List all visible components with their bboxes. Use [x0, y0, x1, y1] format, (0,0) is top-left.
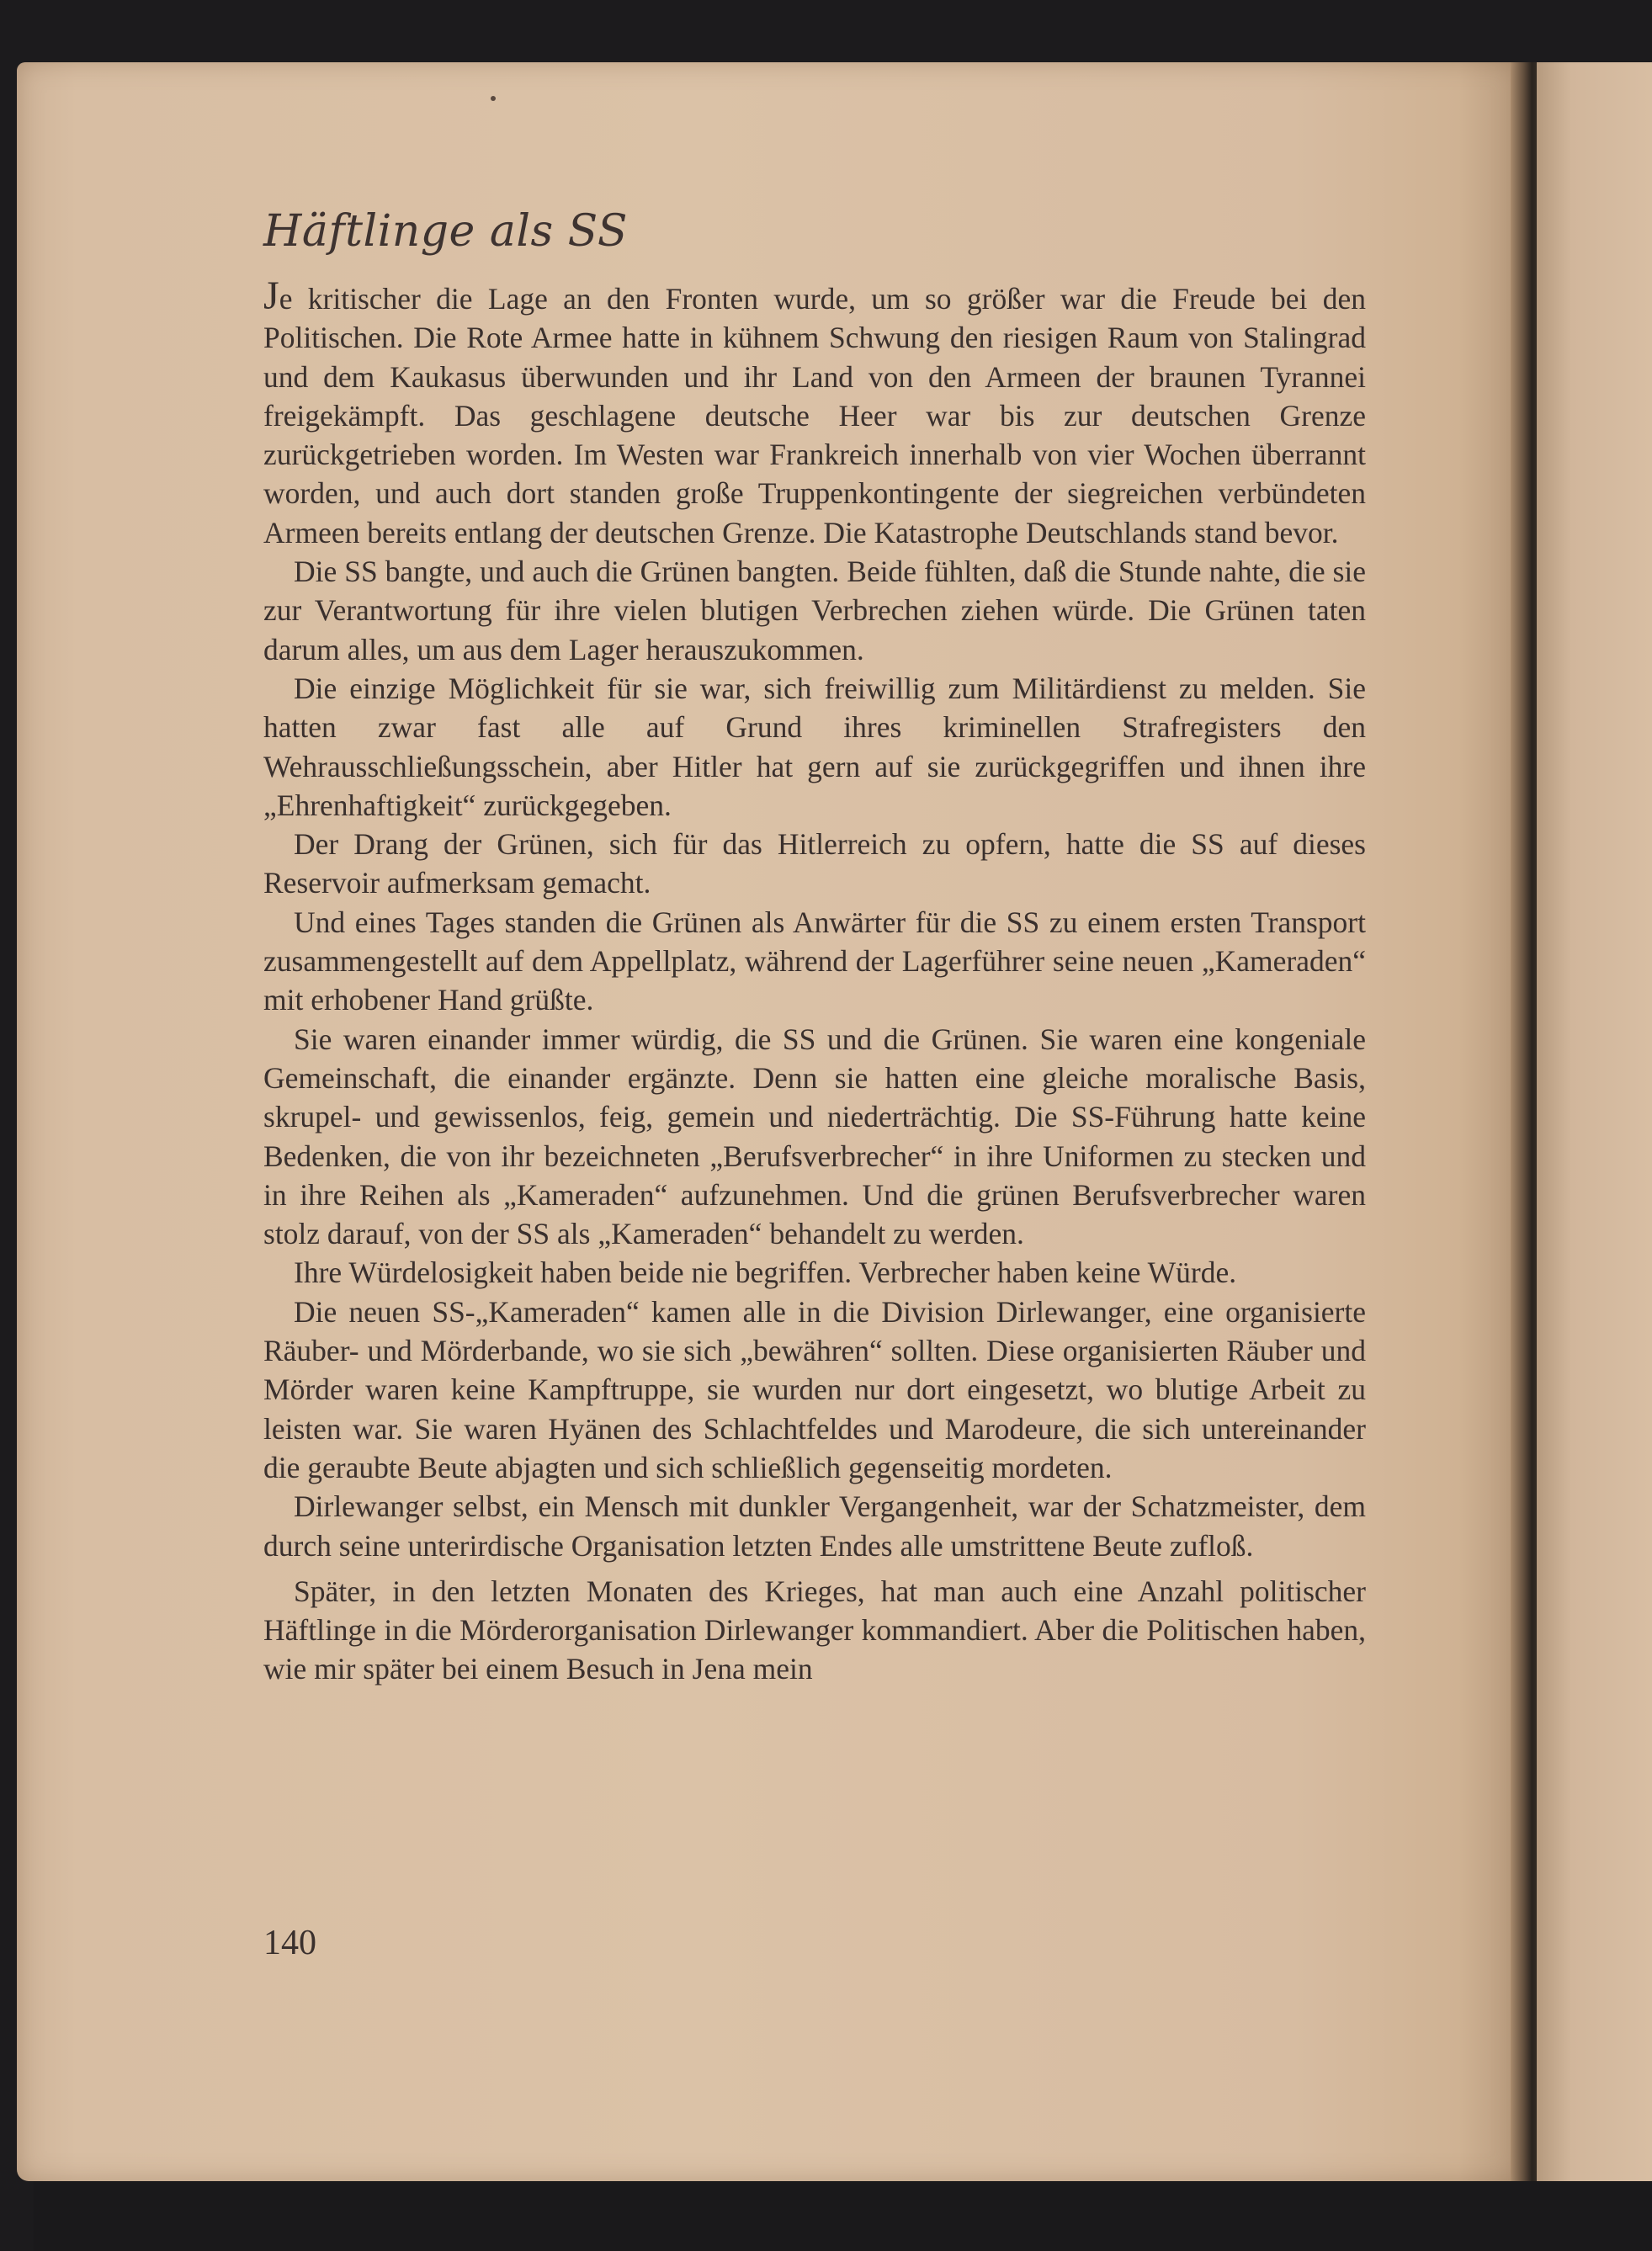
paper-speck — [491, 96, 496, 101]
paragraph: Je kritischer die Lage an den Fronten wurde, um so größer war die Freude bei den Politischen. Die Rote Armee hatte in kühnem Schwung den riesigen Raum von Stalingrad und dem Kaukasus überwunden und ihr Land von den Armeen der braunen Tyrannei freigekämpft. Das geschlagene deutsche Heer war bis zur deutschen Grenze zurückgetrieben worden. Im Westen war Frankreich innerhalb von vier Wochen überrannt worden, und auch dort standen große Truppenkontingente der siegreichen verbündeten Armeen bereits entlang der deutschen Grenze. Die Katastrophe Deutschlands stand bevor. — [263, 273, 1366, 549]
paragraph: Die SS bangte, und auch die Grünen bangten. Beide fühlten, daß die Stunde nahte, die sie zur Verantwortung für ihre vielen blutigen Verbrechen ziehen würde. Die Grünen taten darum alles, um aus dem Lager herauszukommen. — [263, 555, 1366, 666]
right-page — [1537, 62, 1652, 2181]
paragraph: Die neuen SS-„Kameraden“ kamen alle in die Division Dirlewanger, eine organisierte Räuber- und Mörderbande, wo sie sich „bewähren“ sollten. Diese organisierten Räuber und Mörder waren keine Kampftruppe, sie wurden nur dort eingesetzt, wo blutige Arbeit zu leisten war. Sie waren Hyänen des Schlachtfeldes und Marodeure, die sich untereinander die geraubte Beute abjagten und sich schließlich gegenseitig mordeten. — [263, 1294, 1366, 1484]
paragraph: Ihre Würdelosigkeit haben beide nie begriffen. Verbrecher haben keine Würde. — [294, 1256, 1237, 1290]
paragraph: Und eines Tages standen die Grünen als Anwärter für die SS zu einem ersten Transport zusammengestellt auf dem Appellplatz, während der Lagerführer seine neuen „Kameraden“ mit erhobener Hand grüßte. — [263, 905, 1366, 1017]
paragraph: Sie waren einander immer würdig, die SS und die Grünen. Sie waren eine kongeniale Gemeinschaft, die einander ergänzte. Denn sie hatten eine gleiche moralische Basis, skrupel- und gewissenlos, feig, gemein und niederträchtig. Die SS-Führung hatte keine Bedenken, die von ihr bezeichneten „Berufsverbrecher“ in ihre Uniformen zu stecken und in ihre Reihen als „Kameraden“ aufzunehmen. Und die grünen Berufsverbrecher waren stolz darauf, von der SS als „Kameraden“ behandelt zu werden. — [263, 1022, 1366, 1251]
paragraph: Dirlewanger selbst, ein Mensch mit dunkler Vergangenheit, war der Schatzmeister, dem durch seine unterirdische Organisation letzten Endes alle umstrittene Beute zufloß. — [263, 1489, 1366, 1563]
background-edge — [34, 2181, 1652, 2251]
chapter-title: Häftlinge als SS — [263, 206, 629, 257]
page-number: 140 — [263, 1924, 316, 1962]
paragraph: Der Drang der Grünen, sich für das Hitlerreich zu opfern, hatte die SS auf dieses Reservoir aufmerksam gemacht. — [263, 827, 1366, 900]
drop-cap: J — [263, 273, 279, 318]
paragraph: Die einzige Möglichkeit für sie war, sich freiwillig zum Militärdienst zu melden. Sie hatten zwar fast alle auf Grund ihres kriminellen Strafregisters den Wehrausschließungsschein, aber Hitler hat gern auf sie zurückgegriffen und ihnen ihre „Ehrenhaftigkeit“ zurückgegeben. — [263, 671, 1366, 822]
paragraph: Später, in den letzten Monaten des Krieges, hat man auch eine Anzahl politischer Häftlinge in die Mörderorganisation Dirlewanger kommandiert. Aber die Politischen haben, wie mir später bei einem Besuch in Jena mein — [263, 1574, 1366, 1686]
body-text — [263, 273, 1366, 1689]
